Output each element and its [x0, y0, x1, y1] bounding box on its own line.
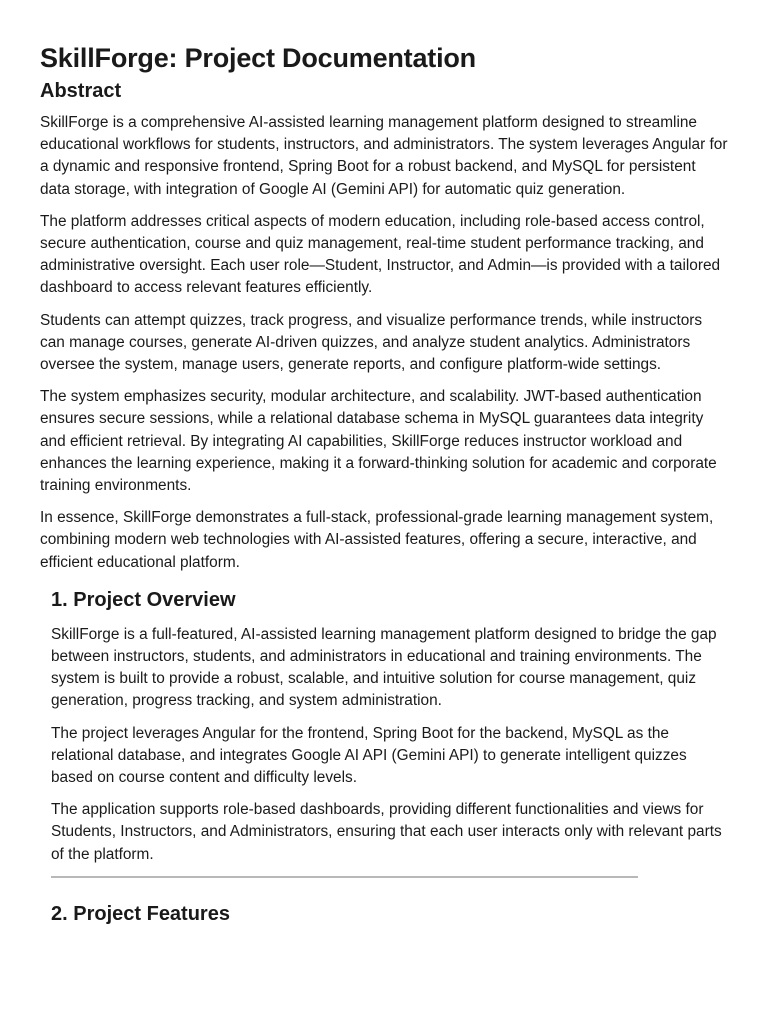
- abstract-paragraph: Students can attempt quizzes, track progress, and visualize performance trends, while instructors can manage courses, generate AI-driven quizzes, and analyze student analytics. Administrators oversee the system, manage users, generate reports, and configure platform-wide settings.: [40, 311, 703, 374]
- project-features-heading: 2. Project Features: [51, 902, 230, 925]
- project-overview-heading: 1. Project Overview: [51, 588, 236, 611]
- section-divider: [51, 876, 638, 878]
- abstract-paragraph: SkillForge is a comprehensive AI-assisted learning management platform designed to streamline educational workflows for students, instructors, and administrators. The system leverages Angular for a dynamic and responsive frontend, Spring Boot for a robust backend, and MySQL for persistent data storage, with integration of Google AI (Gemini API) for automatic quiz generation.: [40, 114, 728, 198]
- abstract-section: [40, 76, 728, 574]
- overview-paragraph: SkillForge is a full-featured, AI-assisted learning management platform designed to bridge the gap between instructors, students, and administrators in educational and training environments. The system is built to provide a robust, scalable, and intuitive solution for course management, quiz generation, progress tracking, and system administration.: [51, 625, 717, 710]
- project-features-section: [40, 898, 728, 930]
- abstract-paragraph: The platform addresses critical aspects of modern education, including role-based access control, secure authentication, course and quiz management, real-time student performance tracking, and administrative oversight. Each user role—Student, Instructor, and Admin—is provided with a tailored dashboard to access relevant features efficiently.: [40, 212, 721, 297]
- abstract-paragraph: The system emphasizes security, modular architecture, and scalability. JWT-based authentication ensures secure sessions, while a relational database schema in MySQL guarantees data integrity and efficient retrieval. By integrating AI capabilities, SkillForge reduces instructor workload and enhances the learning experience, making it a forward-thinking solution for academic and corporate training environments.: [40, 388, 717, 495]
- abstract-paragraph: In essence, SkillForge demonstrates a full-stack, professional-grade learning management system, combining modern web technologies with AI-assisted features, offering a secure, interactive, and efficient educational platform.: [40, 509, 714, 571]
- project-overview-section: [40, 584, 728, 878]
- overview-paragraph: The project leverages Angular for the frontend, Spring Boot for the backend, MySQL as the relational database, and integrates Google AI API (Gemini API) to generate intelligent quizzes based on course content and difficulty levels.: [51, 724, 687, 787]
- overview-paragraph: The application supports role-based dashboards, providing different functionalities and views for Students, Instructors, and Administrators, ensuring that each user interacts only with relevant parts of the platform.: [51, 801, 722, 863]
- document-title: SkillForge: Project Documentation: [40, 43, 476, 73]
- abstract-heading: Abstract: [40, 80, 122, 102]
